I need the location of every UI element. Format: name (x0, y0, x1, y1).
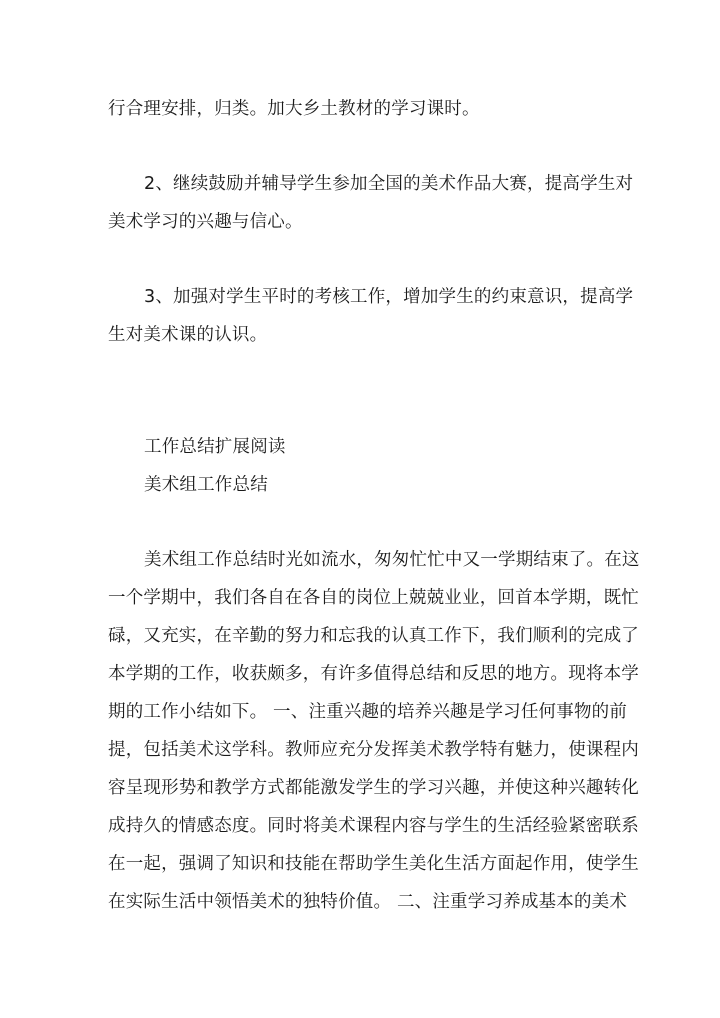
body-line: 在实际生活中领悟美术的独特价值。 二、注重学习养成基本的美术 (108, 892, 628, 912)
body-line: 本学期的工作，收获颇多，有许多值得总结和反思的地方。现将本学 (108, 664, 639, 684)
body-line: 碌，又充实，在辛勤的努力和忘我的认真工作下，我们顺利的完成了 (108, 626, 639, 646)
body-line: 美术组工作总结时光如流水，匆匆忙忙中又一学期结束了。在这 (144, 550, 640, 570)
list-item-2-line: 2、继续鼓励并辅导学生参加全国的美术作品大赛，提高学生对 (144, 174, 634, 194)
body-line: 成持久的情感态度。同时将美术课程内容与学生的生活经验紧密联系 (108, 816, 639, 836)
list-item-3-line: 3、加强对学生平时的考核工作，增加学生的约束意识，提高学 (144, 287, 634, 307)
body-line: 一个学期中，我们各自在各自的岗位上兢兢业业，回首本学期，既忙 (108, 588, 639, 608)
body-line: 期的工作小结如下。 一、注重兴趣的培养兴趣是学习任何事物的前 (108, 702, 628, 722)
paragraph-line: 行合理安排，归类。加大乡土教材的学习课时。 (108, 99, 480, 119)
body-line: 容呈现形势和教学方式都能激发学生的学习兴趣，并使这种兴趣转化 (108, 778, 639, 798)
list-item-3-line: 生对美术课的认识。 (108, 325, 268, 345)
body-line: 在一起，强调了知识和技能在帮助学生美化生活方面起作用，使学生 (108, 854, 639, 874)
body-line: 提，包括美术这学科。教师应充分发挥美术教学特有魅力，使课程内 (108, 740, 639, 760)
extended-reading-heading: 工作总结扩展阅读 (144, 437, 286, 457)
list-item-2-line: 美术学习的兴趣与信心。 (108, 212, 303, 232)
article-title: 美术组工作总结 (144, 475, 268, 495)
